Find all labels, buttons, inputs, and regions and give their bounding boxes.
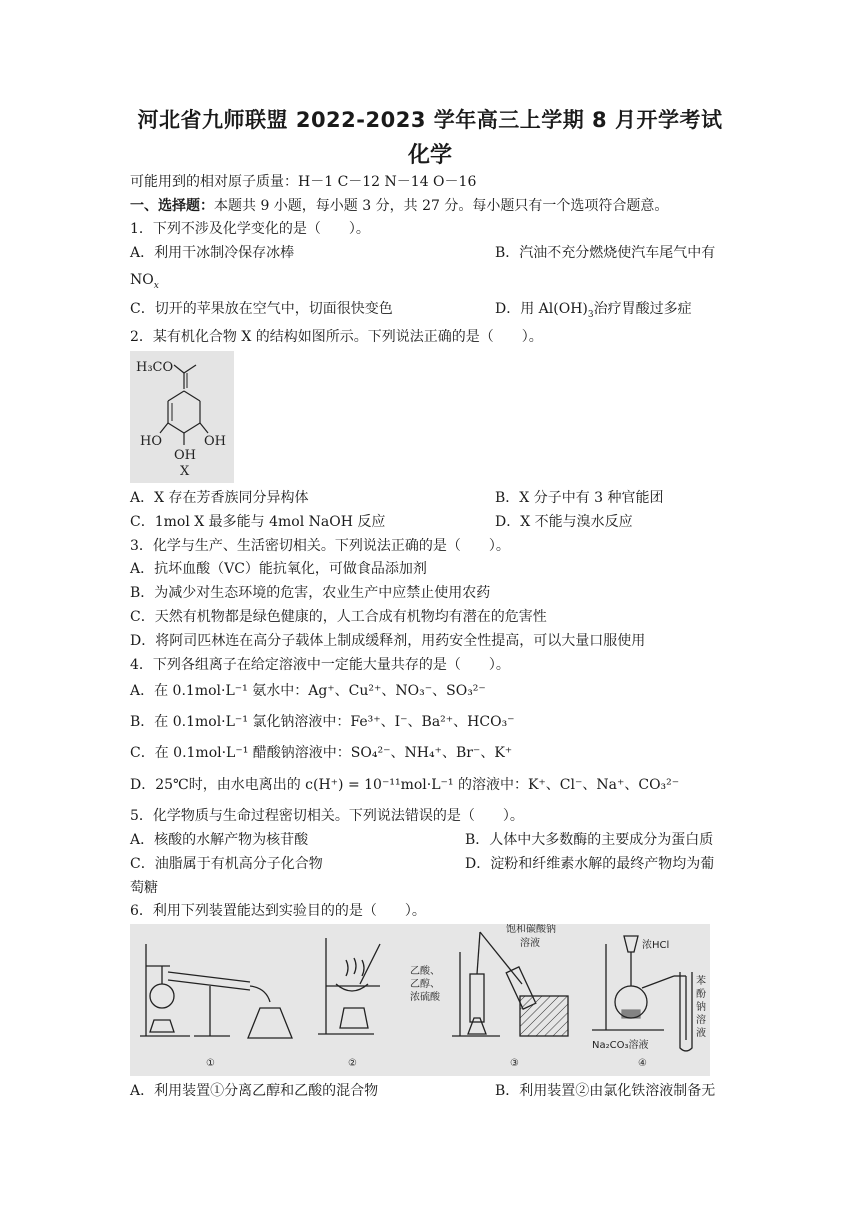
apparatus-3 bbox=[452, 932, 568, 1036]
label-phenol-5: 液 bbox=[696, 1028, 706, 1039]
q4-option-b: B．在 0.1mol·L⁻¹ 氯化钠溶液中：Fe³⁺、I⁻、Ba²⁺、HCO₃⁻ bbox=[130, 714, 515, 730]
q1-option-b-cont bbox=[130, 270, 159, 296]
compound-x-svg bbox=[130, 351, 234, 483]
compound-x-structure bbox=[130, 351, 234, 483]
q2-option-d: D．X 不能与溴水反应 bbox=[495, 514, 633, 530]
q5-option-d-cont: 萄糖 bbox=[130, 880, 158, 896]
label-phenol-4: 溶 bbox=[696, 1015, 706, 1026]
q1-stem: 1．下列不涉及化学变化的是（ ）。 bbox=[130, 221, 370, 237]
q1-option-c: C．切开的苹果放在空气中，切面很快变色 bbox=[130, 301, 393, 317]
solid bbox=[622, 1010, 640, 1018]
q1-d-sub: 3 bbox=[587, 309, 594, 320]
q2-option-b: B．X 分子中有 3 种官能团 bbox=[495, 490, 664, 506]
condenser-top bbox=[168, 972, 250, 982]
q2-option-c: C．1mol X 最多能与 4mol NaOH 反应 bbox=[130, 514, 386, 530]
label-phenol-1: 苯 bbox=[696, 976, 706, 987]
delivery-tube bbox=[642, 976, 674, 988]
apparatus-svg bbox=[130, 924, 710, 1076]
section-instructions: 本题共 9 小题，每小题 3 分，共 27 分。每小题只有一个选项符合题意。 bbox=[214, 198, 669, 214]
apparatus-4 bbox=[592, 936, 692, 1051]
q1-nox-sub: x bbox=[153, 280, 159, 291]
q4-option-d: D．25℃时，由水电离出的 c(H⁺) = 10⁻¹¹mol·L⁻¹ 的溶液中：K⁺、Cl⁻、Na⁺、CO₃²⁻ bbox=[130, 777, 680, 793]
funnel bbox=[624, 936, 638, 952]
q1-d-post: 治疗胃酸过多症 bbox=[593, 301, 692, 317]
q2-option-a: A．X 存在芳香族同分异构体 bbox=[130, 490, 309, 506]
label-conc-hcl: 浓HCl bbox=[642, 940, 670, 951]
q5-option-d: D．淀粉和纤维素水解的最终产物均为葡 bbox=[465, 856, 715, 872]
apparatus-2 bbox=[318, 938, 380, 1034]
atomic-mass-line: 可能用到的相对原子质量：H－1 C－12 N－14 O－16 bbox=[130, 174, 477, 190]
label-reagent-1: 乙酸、 bbox=[410, 966, 440, 977]
exam-title: 河北省九师联盟 2022-2023 学年高三上学期 8 月开学考试 bbox=[137, 108, 723, 132]
q2-stem: 2．某有机化合物 X 的结构如图所示。下列说法正确的是（ ）。 bbox=[130, 329, 543, 345]
section-heading bbox=[130, 196, 668, 216]
q3-option-b: B．为减少对生态环境的危害，农业生产中应禁止使用农药 bbox=[130, 585, 491, 601]
label-n4: ④ bbox=[638, 1058, 647, 1069]
q5-option-c: C．油脂属于有机高分子化合物 bbox=[130, 856, 323, 872]
q1-d-pre: D．用 Al bbox=[495, 301, 554, 317]
adapter bbox=[250, 986, 270, 1002]
evaporating-dish bbox=[336, 984, 368, 991]
label-n2: ② bbox=[348, 1058, 357, 1069]
q1-option-b: B．汽油不充分燃烧使汽车尾气中有 bbox=[495, 245, 716, 261]
label-n1: ① bbox=[206, 1058, 215, 1069]
q4-option-a: A．在 0.1mol·L⁻¹ 氨水中：Ag⁺、Cu²⁺、NO₃⁻、SO₃²⁻ bbox=[130, 683, 486, 699]
bond bbox=[200, 423, 208, 433]
exam-subject: 化学 bbox=[407, 143, 452, 168]
q3-stem: 3．化学与生产、生活密切相关。下列说法正确的是（ ）。 bbox=[130, 538, 510, 554]
section-label: 一、选择题： bbox=[130, 198, 214, 214]
bond bbox=[168, 391, 184, 401]
q1-nox: NO bbox=[130, 272, 154, 288]
q1-d-formula: (OH) bbox=[553, 301, 588, 317]
steam bbox=[346, 958, 364, 976]
q5-option-b: B．人体中大多数酶的主要成分为蛋白质 bbox=[465, 832, 714, 848]
bond bbox=[168, 423, 184, 433]
burner bbox=[150, 1020, 174, 1032]
q3-option-c: C．天然有机物都是绿色健康的，人工合成有机物均有潜在的危害性 bbox=[130, 609, 547, 625]
x-label: X bbox=[180, 464, 190, 479]
label-n3: ③ bbox=[510, 1058, 519, 1069]
bond bbox=[184, 365, 196, 373]
q1-option-d bbox=[495, 299, 692, 325]
q6-stem: 6．利用下列装置能达到实验目的的是（ ）。 bbox=[130, 903, 426, 919]
q4-option-c: C．在 0.1mol·L⁻¹ 醋酸钠溶液中：SO₄²⁻、NH₄⁺、Br⁻、K⁺ bbox=[130, 745, 513, 761]
q5-stem: 5．化学物质与生命过程密切相关。下列说法错误的是（ ）。 bbox=[130, 808, 524, 824]
long-tube bbox=[477, 932, 480, 974]
label-phenol-3: 钠 bbox=[696, 1002, 706, 1013]
h3co-label: H₃CO bbox=[136, 360, 174, 375]
bond bbox=[160, 423, 168, 433]
label-reagent-2: 乙醇、 bbox=[410, 979, 440, 990]
support-block bbox=[520, 996, 568, 1036]
receiving-flask bbox=[248, 1008, 292, 1038]
label-phenol-2: 酚 bbox=[696, 989, 706, 1000]
bond bbox=[184, 423, 200, 433]
q6-option-b: B．利用装置②由氯化铁溶液制备无 bbox=[495, 1083, 716, 1099]
oh-bottom-label: OH bbox=[174, 448, 196, 463]
test-tube bbox=[470, 974, 484, 1022]
q6-option-a: A．利用装置①分离乙醇和乙酸的混合物 bbox=[130, 1083, 379, 1099]
q3-option-d: D．将阿司匹林连在高分子载体上制成缓释剂，用药安全性提高，可以大量口服使用 bbox=[130, 633, 646, 649]
label-na2co3-solution: Na₂CO₃溶液 bbox=[592, 1040, 649, 1051]
oh-right-label: OH bbox=[204, 434, 226, 449]
burner bbox=[340, 1008, 368, 1028]
apparatus-figure bbox=[130, 924, 710, 1076]
long-tube-2 bbox=[480, 932, 522, 984]
label-sat-na2co3: 饱和碳酸钠 bbox=[506, 924, 556, 935]
label-solution: 溶液 bbox=[520, 938, 540, 949]
apparatus-1 bbox=[140, 944, 292, 1038]
q4-stem: 4．下列各组离子在给定溶液中一定能大量共存的是（ ）。 bbox=[130, 657, 510, 673]
condenser-bottom bbox=[168, 980, 250, 990]
ho-left-label: HO bbox=[140, 434, 162, 449]
q3-option-a: A．抗坏血酸（VC）能抗氧化，可做食品添加剂 bbox=[130, 561, 427, 577]
q5-option-a: A．核酸的水解产物为核苷酸 bbox=[130, 832, 309, 848]
burner bbox=[468, 1018, 486, 1034]
label-reagent-3: 浓硫酸 bbox=[410, 992, 440, 1003]
q1-option-a: A．利用干冰制冷保存冰棒 bbox=[130, 245, 295, 261]
flask bbox=[150, 984, 174, 1008]
bond bbox=[174, 365, 184, 373]
bond bbox=[184, 391, 200, 401]
